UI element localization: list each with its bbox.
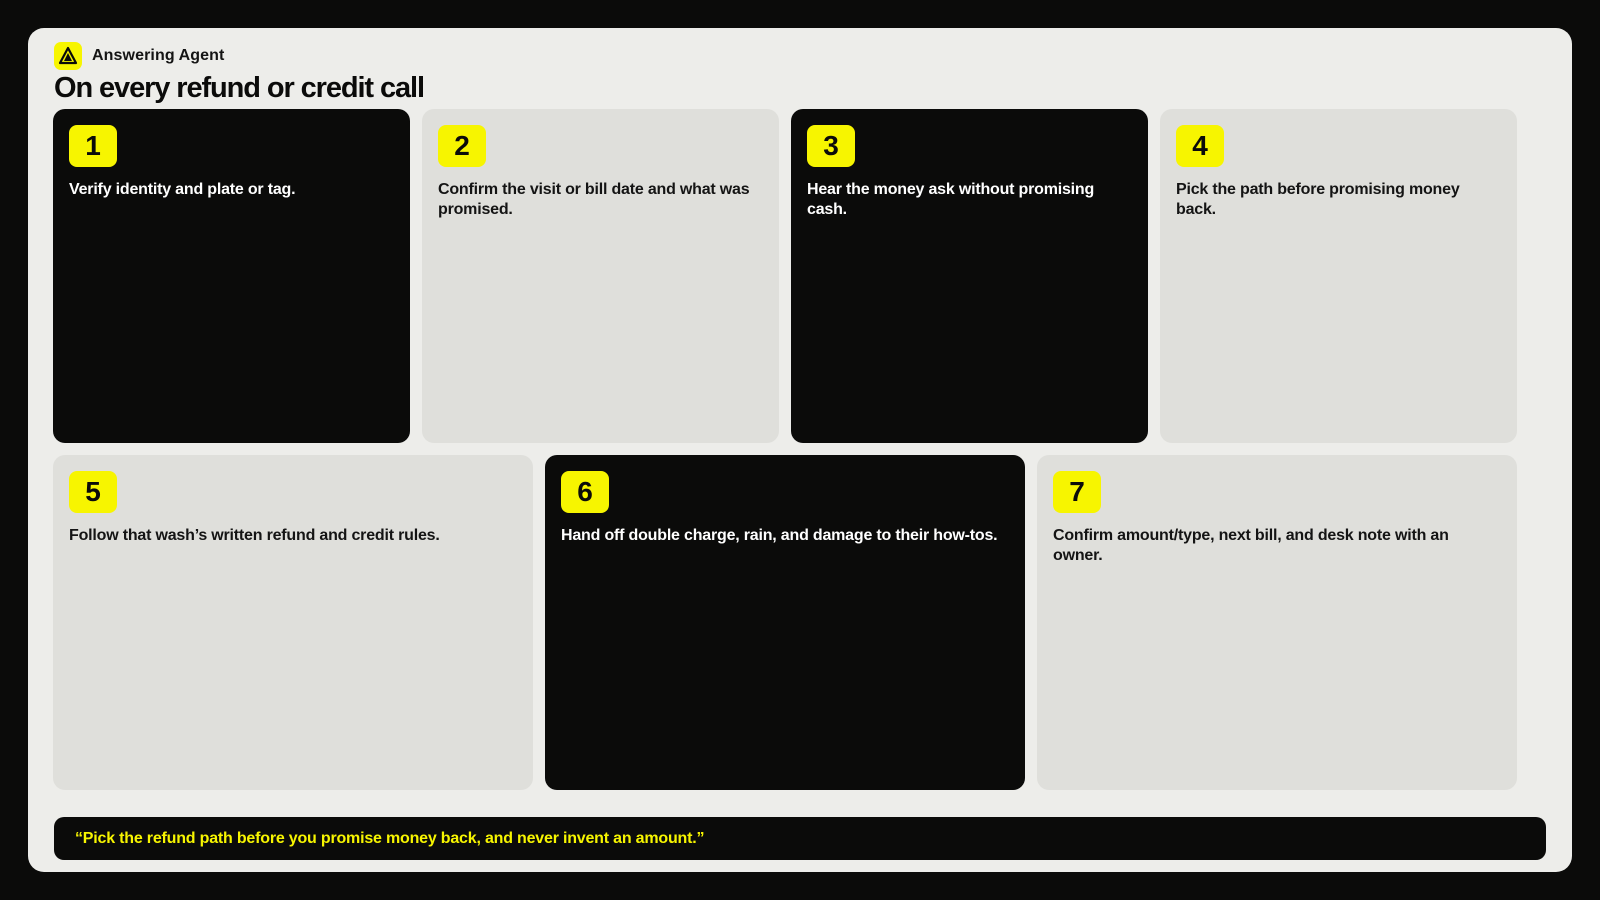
step-card-6 [545, 455, 1025, 790]
step-text: Follow that wash’s written refund and credit rules. [69, 527, 440, 544]
step-number-badge: 6 [561, 471, 609, 513]
brand-name: Answering Agent [92, 47, 225, 64]
step-number-badge: 3 [807, 125, 855, 167]
step-number-badge: 4 [1176, 125, 1224, 167]
step-text: Verify identity and plate or tag. [69, 181, 296, 198]
step-text: Hand off double charge, rain, and damage to their how-tos. [561, 527, 998, 544]
main-panel [28, 28, 1572, 872]
page-title: On every refund or credit call [54, 72, 424, 104]
step-card-7 [1037, 455, 1517, 790]
brand-header [54, 42, 224, 70]
triangle-logo-icon [54, 42, 82, 70]
step-card-4 [1160, 109, 1517, 443]
step-number-badge: 7 [1053, 471, 1101, 513]
step-card-5 [53, 455, 533, 790]
step-text: Confirm the visit or bill date and what was promised. [438, 181, 750, 218]
step-card-1 [53, 109, 410, 443]
step-card-2 [422, 109, 779, 443]
quote-bar [54, 817, 1546, 860]
step-card-3 [791, 109, 1148, 443]
step-text: Hear the money ask without promising cash. [807, 181, 1095, 218]
step-number-badge: 5 [69, 471, 117, 513]
step-text: Confirm amount/type, next bill, and desk note with an owner. [1053, 527, 1449, 564]
quote-text: “Pick the refund path before you promise money back, and never invent an amount.” [75, 829, 705, 847]
step-number-badge: 2 [438, 125, 486, 167]
step-number-badge: 1 [69, 125, 117, 167]
step-text: Pick the path before promising money back. [1176, 181, 1460, 218]
